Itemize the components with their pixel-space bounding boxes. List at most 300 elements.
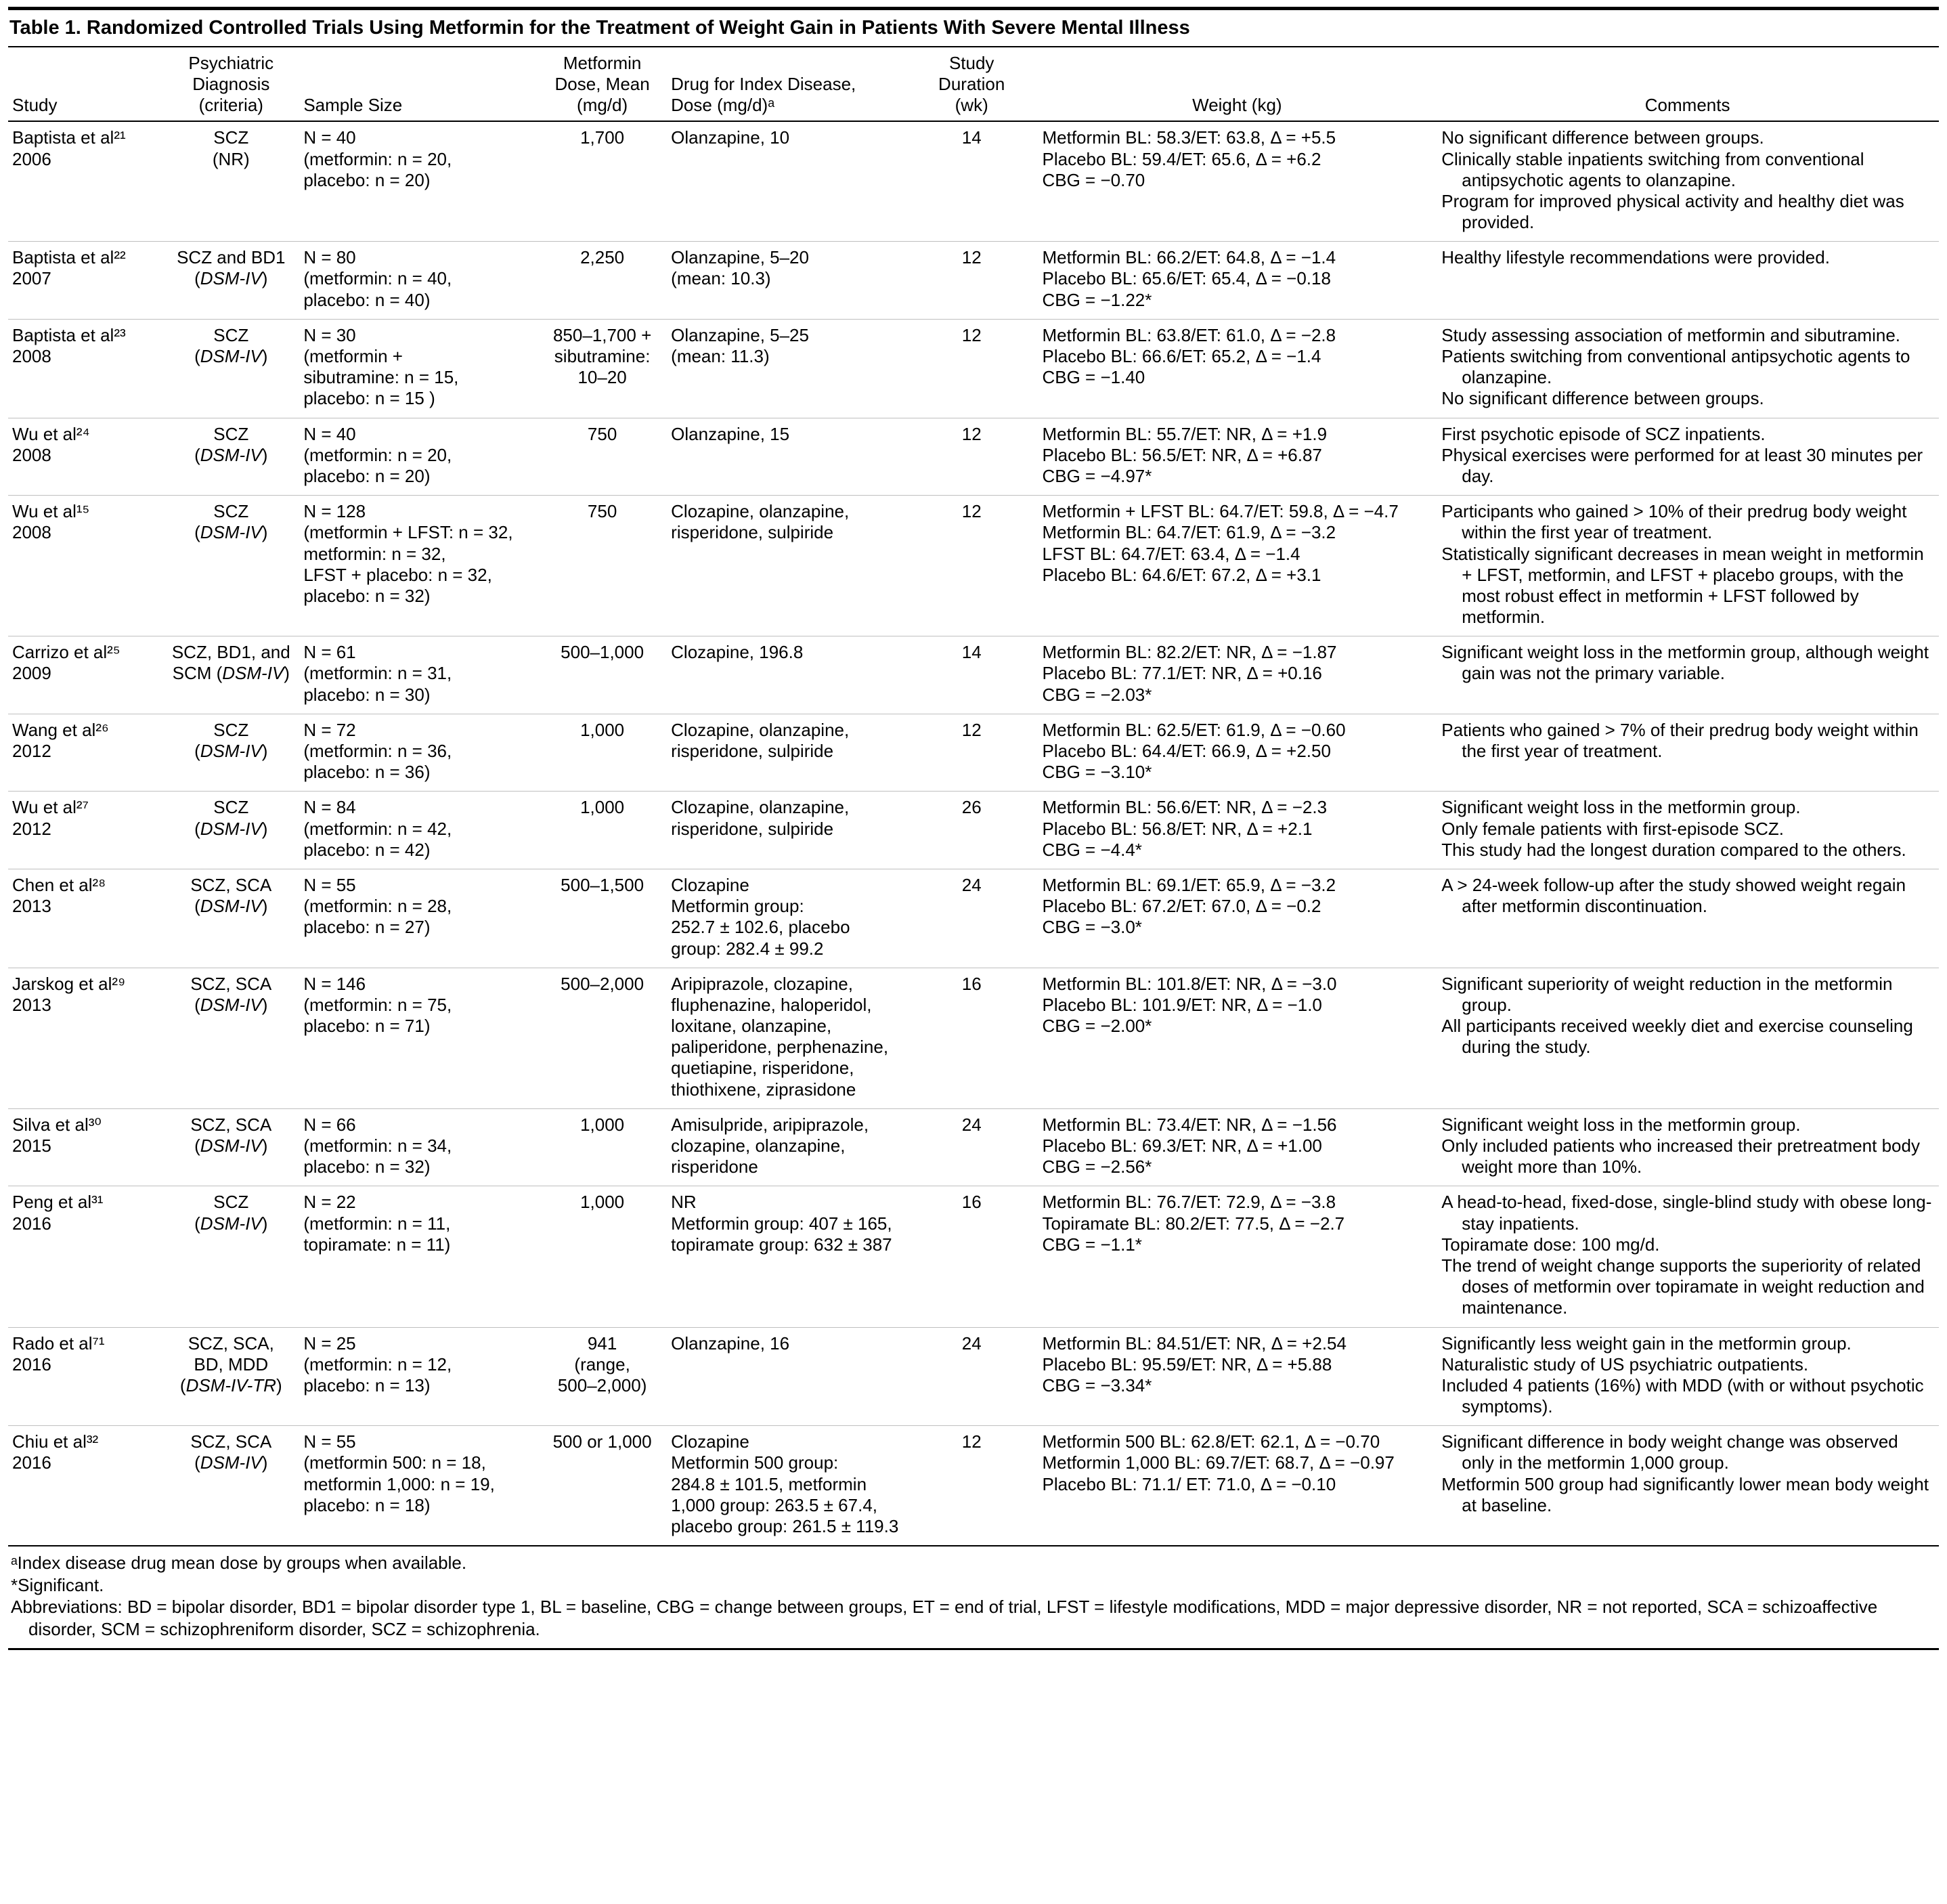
cell-line: Rado et al⁷¹ [12,1333,105,1354]
cell-line: SCZ [213,423,249,444]
cell-drug [667,1426,906,1545]
cell-diagnosis [164,869,299,968]
cell-line: CBG = −1.22* [1042,289,1152,310]
cell-diagnosis [164,496,299,636]
cell-line: All participants received weekly diet and exercise counseling during the study. [1441,1016,1913,1058]
cell-weight [1038,1426,1437,1545]
cell-line: (metformin: n = 12, [303,1354,452,1375]
cell-line: Clinically stable inpatients switching from conventional antipsychotic agents to olanzapine. [1441,148,1864,190]
cell-line: Olanzapine, 10 [671,127,790,148]
cell-line: CBG = −1.1* [1042,1234,1142,1255]
cell-line: CBG = −4.4* [1042,839,1142,860]
cell-line: SCZ, BD1, and [171,642,290,663]
cell-line: (DSM-IV-TR) [179,1375,282,1395]
cell-line: 12 [961,423,982,444]
cell-duration [906,1327,1038,1426]
cell-line: (DSM-IV) [194,1452,268,1473]
cell-line: LFST BL: 64.7/ET: 63.4, Δ = −1.4 [1042,543,1300,564]
cell-study [8,1186,164,1327]
cell-dose [539,319,667,418]
cell-comments [1437,714,1939,792]
cell-line: Metformin 500 BL: 62.8/ET: 62.1, Δ = −0.70 [1042,1431,1380,1452]
cell-study [8,496,164,636]
cell-line: 24 [961,1114,982,1135]
cell-line: N = 30 [303,324,356,345]
table-row [8,714,1939,792]
cell-line: 252.7 ± 102.6, placebo [671,917,850,938]
cell-line: 941 [587,1333,617,1354]
cell-line: (metformin: n = 28, [303,896,452,917]
cell-line: SCZ [213,127,249,148]
cell-line: (metformin: n = 31, [303,663,452,684]
cell-line: placebo: n = 20) [303,465,431,486]
cell-line: risperidone [671,1156,758,1177]
cell-comments [1437,1108,1939,1186]
cell-line: 1,700 [580,127,625,148]
cell-line: Program for improved physical activity and healthy diet was provided. [1441,190,1904,233]
cell-line: Metformin BL: 64.7/ET: 61.9, Δ = −3.2 [1042,522,1336,543]
cell-line: 12 [961,247,982,268]
cell-line: placebo group: 261.5 ± 119.3 [671,1516,899,1537]
cell-line: Participants who gained > 10% of their predrug body weight within the first year of treatment. [1441,501,1907,543]
cell-line: Metformin 500 group had significantly lower mean body weight at baseline. [1441,1473,1929,1515]
cell-diagnosis [164,714,299,792]
cell-duration [906,319,1038,418]
cell-line: Metformin BL: 58.3/ET: 63.8, Δ = +5.5 [1042,127,1336,148]
cell-line: Placebo BL: 65.6/ET: 65.4, Δ = −0.18 [1042,268,1331,289]
header-line: (criteria) [198,95,263,116]
cell-line: (metformin + LFST: n = 32, [303,522,513,543]
cell-diagnosis [164,121,299,241]
cell-weight [1038,1186,1437,1327]
cell-comments [1437,319,1939,418]
cell-diagnosis [164,792,299,869]
cell-line: 2,250 [580,247,625,268]
cell-line: Placebo BL: 64.4/ET: 66.9, Δ = +2.50 [1042,741,1331,762]
cell-line: Metformin BL: 82.2/ET: NR, Δ = −1.87 [1042,642,1337,663]
cell-comments [1437,1186,1939,1327]
cell-line: Wang et al²⁶ [12,719,109,740]
cell-line: SCZ [213,501,249,522]
cell-line: Metformin BL: 55.7/ET: NR, Δ = +1.9 [1042,423,1328,444]
cell-dose [539,418,667,496]
column-header-diagnosis [164,47,299,122]
cell-line: 750 [587,501,617,522]
table-row [8,319,1939,418]
cell-line: placebo: n = 30) [303,684,431,705]
cell-weight [1038,496,1437,636]
cell-weight [1038,418,1437,496]
cell-line: 2007 [12,268,51,289]
cell-drug [667,319,906,418]
cell-line: SCZ, SCA [190,973,272,994]
cell-dose [539,792,667,869]
cell-line: Placebo BL: 101.9/ET: NR, Δ = −1.0 [1042,994,1322,1015]
cell-line: 12 [961,501,982,522]
rct-table [8,47,1939,1545]
cell-line: Silva et al³⁰ [12,1114,102,1135]
cell-line: 12 [961,719,982,740]
cell-sample [299,714,539,792]
cell-line: CBG = −4.97* [1042,465,1152,486]
cell-line: Statistically significant decreases in mean weight in metformin + LFST, metformin, and LFST + placebo groups, with the most robust effect in metformin + LFST followed by metformin. [1441,543,1924,628]
cell-line: 2016 [12,1452,51,1473]
cell-diagnosis [164,968,299,1108]
cell-line: 2016 [12,1213,51,1234]
cell-line: loxitane, olanzapine, [671,1016,832,1037]
cell-line: 1,000 [580,1192,625,1213]
cell-line: clozapine, olanzapine, [671,1135,846,1156]
cell-line: placebo: n = 13) [303,1375,431,1395]
cell-line: 2013 [12,994,51,1015]
cell-study [8,1108,164,1186]
cell-line: 850–1,700 + [552,324,652,345]
cell-line: N = 61 [303,642,356,663]
footnote: ᵃIndex disease drug mean dose by groups when available. [11,1553,467,1574]
cell-line: (DSM-IV) [194,741,268,762]
cell-line: CBG = −2.56* [1042,1156,1152,1177]
cell-line: Metformin BL: 62.5/ET: 61.9, Δ = −0.60 [1042,719,1346,740]
header-line: Dose (mg/d)ᵃ [671,95,774,116]
cell-line: (DSM-IV) [194,346,268,367]
cell-line: N = 66 [303,1114,356,1135]
cell-line: (metformin: n = 20, [303,444,452,465]
cell-line: 1,000 [580,797,625,818]
cell-line: CBG = −3.10* [1042,762,1152,783]
cell-duration [906,792,1038,869]
cell-duration [906,636,1038,714]
cell-line: (DSM-IV) [194,444,268,465]
cell-line: (mean: 10.3) [671,268,771,289]
cell-line: placebo: n = 40) [303,289,431,310]
cell-line: placebo: n = 32) [303,1156,431,1177]
cell-line: 2015 [12,1135,51,1156]
cell-line: placebo: n = 20) [303,169,431,190]
cell-line: Topiramate BL: 80.2/ET: 77.5, Δ = −2.7 [1042,1213,1345,1234]
cell-line: Only female patients with first-episode SCZ. [1441,818,1784,839]
cell-line: The trend of weight change supports the superiority of related doses of metformin over topiramate in weight reduction and maintenance. [1441,1255,1925,1318]
cell-line: placebo: n = 32) [303,585,431,606]
cell-line: Amisulpride, aripiprazole, [671,1114,869,1135]
table-row [8,242,1939,320]
cell-line: No significant difference between groups. [1441,127,1764,148]
cell-dose [539,496,667,636]
cell-sample [299,1108,539,1186]
table1-container [8,7,1939,1650]
cell-line: CBG = −3.34* [1042,1375,1152,1395]
header-line: Comments [1644,95,1730,116]
cell-line: risperidone, sulpiride [671,522,834,543]
cell-weight [1038,121,1437,241]
cell-line: 2008 [12,444,51,465]
table-body [8,121,1939,1545]
cell-dose [539,242,667,320]
cell-sample [299,1426,539,1545]
cell-line: Metformin BL: 66.2/ET: 64.8, Δ = −1.4 [1042,247,1336,268]
cell-line: 2016 [12,1354,51,1375]
cell-line: Clozapine, olanzapine, [671,797,850,818]
cell-line: 12 [961,1431,982,1452]
cell-line: Significant difference in body weight change was observed only in the metformin 1,000 group. [1441,1431,1898,1473]
table-row [8,1108,1939,1186]
cell-diagnosis [164,636,299,714]
cell-line: (DSM-IV) [194,1213,268,1234]
cell-line: CBG = −0.70 [1042,169,1145,190]
cell-line: SCZ and BD1 [177,247,286,268]
cell-line: placebo: n = 42) [303,839,431,860]
cell-line: group: 282.4 ± 99.2 [671,938,824,959]
cell-line: CBG = −2.03* [1042,684,1152,705]
cell-diagnosis [164,1186,299,1327]
cell-line: (range, [574,1354,630,1375]
cell-line: SCZ [213,1192,249,1213]
cell-line: Wu et al¹⁵ [12,501,90,522]
cell-weight [1038,869,1437,968]
cell-dose [539,968,667,1108]
cell-line: Patients switching from conventional antipsychotic agents to olanzapine. [1441,346,1910,388]
cell-line: Clozapine, 196.8 [671,642,804,663]
cell-duration [906,121,1038,241]
cell-line: Healthy lifestyle recommendations were provided. [1441,247,1830,268]
cell-line: topiramate: n = 11) [303,1234,451,1255]
cell-diagnosis [164,319,299,418]
cell-line: Placebo BL: 67.2/ET: 67.0, Δ = −0.2 [1042,896,1321,917]
cell-line: First psychotic episode of SCZ inpatients. [1441,423,1766,444]
cell-line: Significant weight loss in the metformin group, although weight gain was not the primary variable. [1441,642,1929,684]
cell-line: Metformin BL: 76.7/ET: 72.9, Δ = −3.8 [1042,1192,1336,1213]
table-row [8,1327,1939,1426]
cell-line: metformin 1,000: n = 19, [303,1473,495,1494]
cell-line: Metformin BL: 63.8/ET: 61.0, Δ = −2.8 [1042,324,1336,345]
cell-drug [667,121,906,241]
cell-line: (DSM-IV) [194,994,268,1015]
cell-comments [1437,636,1939,714]
cell-line: Placebo BL: 64.6/ET: 67.2, Δ = +3.1 [1042,564,1321,585]
cell-line: (mean: 11.3) [671,346,770,367]
cell-line: Naturalistic study of US psychiatric outpatients. [1441,1354,1809,1375]
cell-line: sibutramine: n = 15, [303,367,459,388]
cell-line: (metformin: n = 34, [303,1135,452,1156]
cell-line: Peng et al³¹ [12,1192,104,1213]
cell-line: Metformin BL: 56.6/ET: NR, Δ = −2.3 [1042,797,1328,818]
cell-line: NR [671,1192,697,1213]
cell-line: (DSM-IV) [194,818,268,839]
cell-sample [299,869,539,968]
cell-line: placebo: n = 18) [303,1494,431,1515]
cell-line: Clozapine [671,874,749,895]
cell-weight [1038,968,1437,1108]
cell-sample [299,319,539,418]
cell-line: (metformin: n = 20, [303,148,452,169]
cell-line: 2012 [12,741,51,762]
cell-line: Olanzapine, 5–25 [671,324,809,345]
cell-line: CBG = −2.00* [1042,1016,1152,1037]
cell-line: sibutramine: [554,346,651,367]
cell-line: N = 55 [303,1431,356,1452]
cell-diagnosis [164,1426,299,1545]
cell-line: (DSM-IV) [194,1135,268,1156]
cell-line: Placebo BL: 95.59/ET: NR, Δ = +5.88 [1042,1354,1332,1375]
cell-drug [667,496,906,636]
footnotes [8,1545,1939,1648]
cell-study [8,792,164,869]
cell-line: topiramate group: 632 ± 387 [671,1234,892,1255]
cell-comments [1437,418,1939,496]
column-header-weight [1038,47,1437,122]
cell-weight [1038,792,1437,869]
cell-line: Included 4 patients (16%) with MDD (with or without psychotic symptoms). [1441,1375,1924,1417]
cell-diagnosis [164,1108,299,1186]
cell-sample [299,636,539,714]
cell-drug [667,1186,906,1327]
cell-line: N = 40 [303,423,356,444]
cell-diagnosis [164,1327,299,1426]
cell-line: risperidone, sulpiride [671,818,834,839]
cell-line: Olanzapine, 16 [671,1333,790,1354]
cell-line: 24 [961,874,982,895]
cell-line: Placebo BL: 59.4/ET: 65.6, Δ = +6.2 [1042,148,1321,169]
cell-drug [667,869,906,968]
cell-line: This study had the longest duration compared to the others. [1441,839,1906,860]
cell-line: (metformin: n = 40, [303,268,452,289]
cell-line: Metformin BL: 73.4/ET: NR, Δ = −1.56 [1042,1114,1337,1135]
cell-drug [667,714,906,792]
cell-line: Significant weight loss in the metformin group. [1441,1114,1801,1135]
cell-line: (metformin + [303,346,403,367]
cell-line: Clozapine, olanzapine, [671,501,850,522]
table-row [8,496,1939,636]
table-row [8,869,1939,968]
cell-comments [1437,1426,1939,1545]
cell-weight [1038,319,1437,418]
cell-dose [539,1186,667,1327]
cell-study [8,121,164,241]
cell-drug [667,418,906,496]
cell-comments [1437,121,1939,241]
cell-dose [539,869,667,968]
table-title: Table 1. Randomized Controlled Trials Using Metformin for the Treatment of Weight Gain in Patients With Severe Mental Illness [8,10,1939,47]
cell-duration [906,1426,1038,1545]
cell-line: Baptista et al²² [12,247,126,268]
cell-sample [299,792,539,869]
header-line: (mg/d) [577,95,628,116]
cell-line: Significant superiority of weight reduction in the metformin group. [1441,973,1893,1015]
cell-line: N = 25 [303,1333,356,1354]
cell-line: 26 [961,797,982,818]
cell-study [8,319,164,418]
cell-study [8,1426,164,1545]
cell-line: Clozapine, olanzapine, [671,719,850,740]
cell-line: N = 72 [303,719,356,740]
cell-line: A > 24-week follow-up after the study showed weight regain after metformin discontinuation. [1441,874,1906,917]
cell-line: Metformin group: [671,896,804,917]
cell-line: (metformin 500: n = 18, [303,1452,486,1473]
cell-line: 500–1,500 [561,874,644,895]
header-line: Psychiatric [188,52,274,73]
cell-sample [299,1327,539,1426]
cell-line: 500 or 1,000 [552,1431,652,1452]
cell-line: Placebo BL: 71.1/ ET: 71.0, Δ = −0.10 [1042,1473,1336,1494]
cell-duration [906,242,1038,320]
cell-line: SCZ, SCA [190,1114,272,1135]
cell-comments [1437,1327,1939,1426]
footnote: Abbreviations: BD = bipolar disorder, BD1 = bipolar disorder type 1, BL = baseline, CBG = change between groups, ET = end of trial, LFST = lifestyle modifications, MDD = major depressive disorder, NR = not reported, SCA = schizoaffective disorder, SCM = schizophreniform disorder, SCZ = schizophrenia. [11,1597,1878,1639]
cell-line: Olanzapine, 5–20 [671,247,809,268]
cell-line: CBG = −3.0* [1042,917,1142,938]
cell-line: metformin: n = 32, [303,543,446,564]
cell-duration [906,418,1038,496]
cell-line: 2006 [12,148,51,169]
cell-comments [1437,869,1939,968]
cell-line: Significantly less weight gain in the metformin group. [1441,1333,1852,1354]
header-line: Weight (kg) [1192,95,1282,116]
cell-line: Metformin 500 group: [671,1452,839,1473]
cell-study [8,242,164,320]
cell-line: 2013 [12,896,51,917]
cell-weight [1038,636,1437,714]
cell-line: Metformin BL: 84.51/ET: NR, Δ = +2.54 [1042,1333,1347,1354]
cell-line: 14 [961,642,982,663]
cell-weight [1038,242,1437,320]
cell-line: Olanzapine, 15 [671,423,790,444]
cell-line: Significant weight loss in the metformin group. [1441,797,1801,818]
cell-line: 12 [961,324,982,345]
cell-line: 16 [961,973,982,994]
cell-line: fluphenazine, haloperidol, [671,994,872,1015]
cell-line: Carrizo et al²⁵ [12,642,121,663]
cell-line: 2009 [12,663,51,684]
column-header-dose [539,47,667,122]
cell-line: SCZ, SCA [190,1431,272,1452]
cell-line: Metformin group: 407 ± 165, [671,1213,892,1234]
cell-line: placebo: n = 15 ) [303,388,435,409]
table-row [8,1426,1939,1545]
cell-line: Baptista et al²³ [12,324,126,345]
cell-line: Placebo BL: 56.5/ET: NR, Δ = +6.87 [1042,444,1322,465]
cell-sample [299,1186,539,1327]
cell-line: Metformin 1,000 BL: 69.7/ET: 68.7, Δ = −0.97 [1042,1452,1395,1473]
cell-study [8,714,164,792]
cell-line: N = 80 [303,247,356,268]
table-header [8,47,1939,122]
column-header-sample [299,47,539,122]
cell-line: N = 84 [303,797,356,818]
cell-line: CBG = −1.40 [1042,367,1145,388]
header-line: Drug for Index Disease, [671,73,856,94]
header-line: (wk) [955,95,988,116]
cell-line: Patients who gained > 7% of their predrug body weight within the first year of treatment. [1441,719,1919,762]
cell-line: N = 55 [303,874,356,895]
cell-comments [1437,242,1939,320]
cell-line: (metformin: n = 36, [303,741,452,762]
cell-line: 2008 [12,522,51,543]
header-line: Sample Size [303,95,403,116]
table-row [8,418,1939,496]
cell-line: 500–2,000) [557,1375,647,1395]
table-row [8,968,1939,1108]
cell-line: SCZ, SCA, [188,1333,274,1354]
cell-dose [539,1108,667,1186]
cell-line: Metformin BL: 101.8/ET: NR, Δ = −3.0 [1042,973,1337,994]
cell-duration [906,968,1038,1108]
cell-sample [299,968,539,1108]
header-row [8,47,1939,122]
cell-line: 10–20 [577,367,627,388]
header-line: Dose, Mean [554,73,650,94]
cell-sample [299,496,539,636]
cell-line: 750 [587,423,617,444]
cell-dose [539,714,667,792]
